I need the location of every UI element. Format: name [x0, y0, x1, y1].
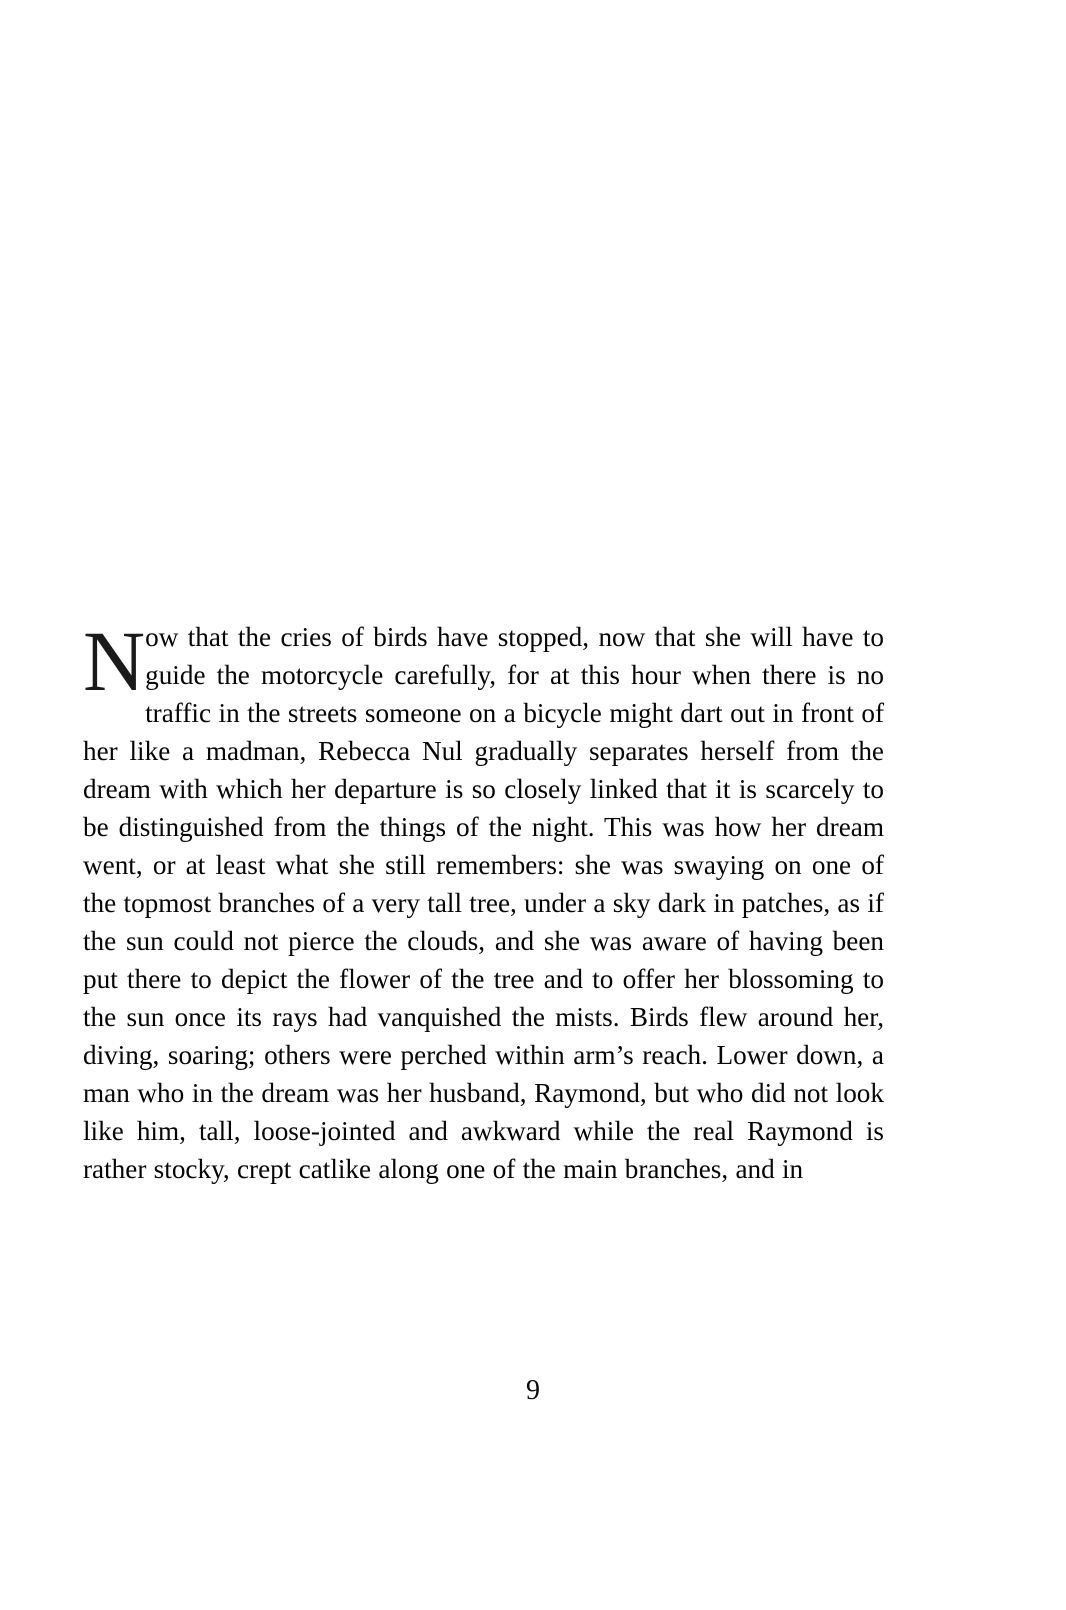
opening-paragraph — [83, 613, 884, 1188]
page-number: 9 — [526, 1375, 540, 1406]
page-top-whitespace — [0, 0, 1066, 618]
drop-cap-initial: N — [83, 613, 145, 709]
body-text-column — [83, 613, 884, 1188]
page-bottom-whitespace — [0, 1420, 1066, 1610]
paragraph-body-text: ow that the cries of birds have stopped, now that she will have to guide the motorcycle carefully, for at this hour when there is no traffic in the streets someone on a bicycle might dart out in front of her like a madman, Rebecca Nul gradually separates herself from the dream with which her departure is so closely linked that it is scarcely to be distinguished from the things of the night. This was how her dream went, or at least what she still remembers: she was swaying on one of the topmost branches of a very tall tree, under a sky dark in patches, as if the sun could not pierce the clouds, and she was aware of having been put there to depict the flower of the tree and to offer her blossoming to the sun once its rays had vanquished the mists. Birds flew around her, diving, soaring; others were perched within arm’s reach. Lower down, a man who in the dream was her husband, Raymond, but who did not look like him, tall, loose-jointed and awkward while the real Raymond is rather stocky, crept catlike along one of the main branches, and in — [83, 622, 884, 1184]
